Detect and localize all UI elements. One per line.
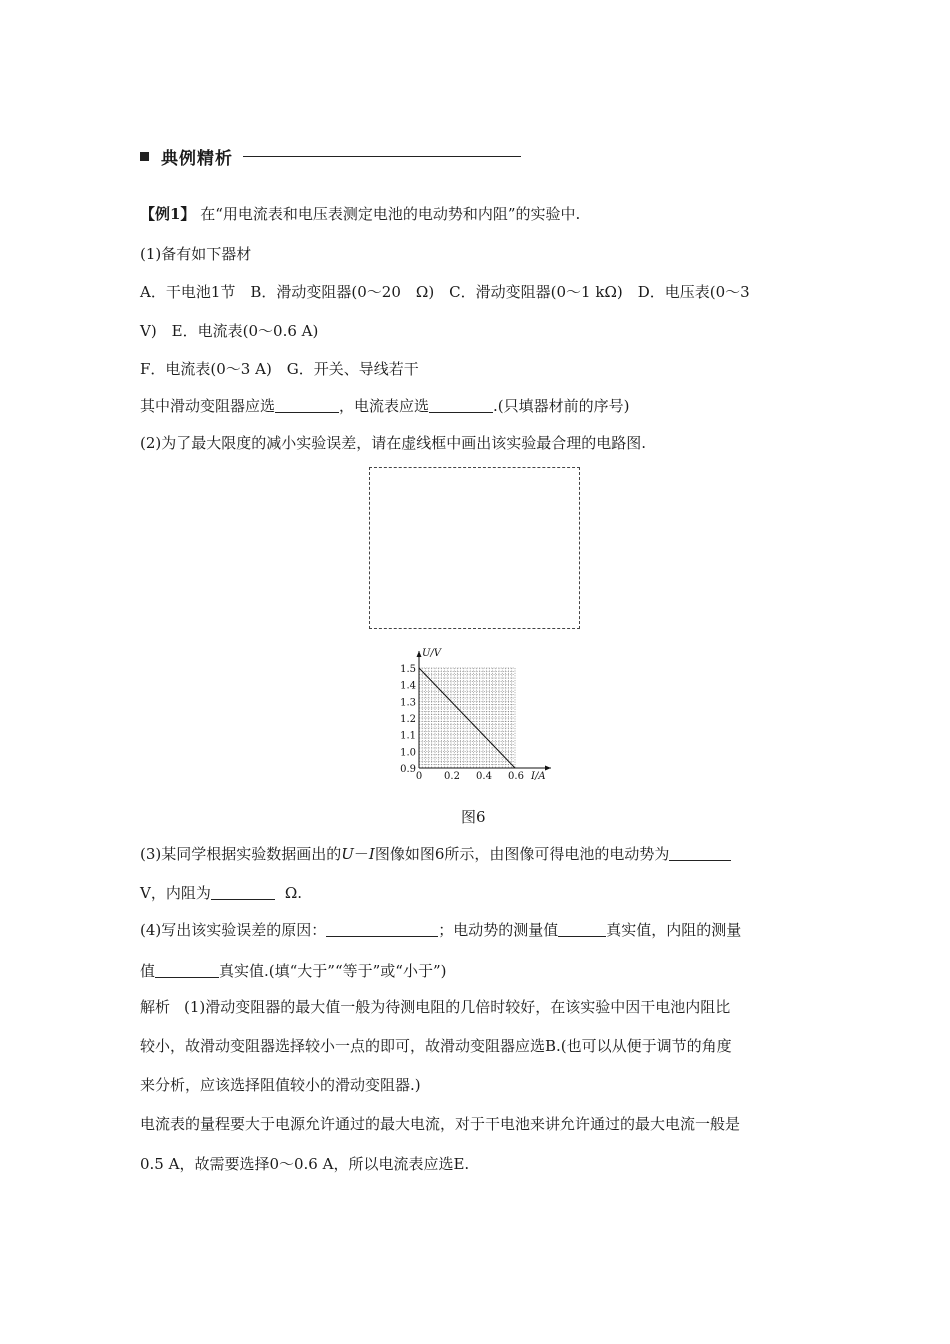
- section-header: [140, 143, 521, 169]
- prompt-text: 图像如图6所示，由图像可得电池的电动势为: [374, 845, 670, 863]
- analysis-line5: 0.5 A，故需要选择0～0.6 A，所以电流表应选E.: [140, 1155, 470, 1173]
- question-3-line1: [140, 843, 731, 865]
- y-tick-label: 1.2: [400, 714, 416, 725]
- prompt-text: .(只填器材前的序号): [493, 397, 630, 415]
- section-title: 典例精析: [161, 148, 233, 169]
- x-tick-label: 0.4: [476, 771, 492, 782]
- prompt-text: (4)写出该实验误差的原因：: [140, 921, 327, 939]
- answer-blank[interactable]: [429, 396, 493, 413]
- x-tick-label: 0.2: [444, 771, 460, 782]
- answer-blank[interactable]: [558, 920, 606, 937]
- y-axis-arrow: [417, 651, 422, 657]
- analysis-label: 解析: [140, 998, 171, 1016]
- prompt-text: 真实值，内阻的测量: [606, 921, 742, 939]
- analysis-line2: 较小，故滑动变阻器选择较小一点的即可，故滑动变阻器应选B.(也可以从便于调节的角度: [140, 1037, 732, 1055]
- prompt-text: (3)某同学根据实验数据画出的: [140, 845, 342, 863]
- analysis-text: (1)滑动变阻器的最大值一般为待测电阻的几倍时较好，在该实验中因干电池内阻比: [184, 998, 731, 1016]
- u-i-chart: [395, 645, 565, 785]
- square-bullet-icon: [140, 152, 149, 161]
- prompt-text: ；电动势的测量值: [438, 921, 559, 939]
- circuit-drawing-box[interactable]: [369, 467, 580, 629]
- question-1-prompt: [140, 395, 630, 417]
- prompt-text: 值: [140, 962, 156, 980]
- prompt-text: 真实值.(填“大于”“等于”或“小于”): [219, 962, 447, 980]
- answer-blank[interactable]: [211, 883, 275, 900]
- answer-blank[interactable]: [326, 920, 438, 937]
- y-tick-label: 1.0: [400, 747, 416, 759]
- figure-caption: 图6: [461, 808, 486, 826]
- prompt-text: Ω.: [284, 884, 303, 902]
- question-2: (2)为了最大限度的减小实验误差，请在虚线框中画出该实验最合理的电路图.: [140, 434, 647, 452]
- analysis-line1: [140, 996, 730, 1018]
- question-3-line2: [140, 882, 302, 904]
- y-tick-label: 1.1: [400, 730, 416, 742]
- x-tick-label: 0: [415, 771, 423, 782]
- example-stem: 在“用电流表和电压表测定电池的电动势和内阻”的实验中.: [200, 205, 581, 223]
- y-tick-label: 0.9: [400, 764, 416, 775]
- y-tick-label: 1.3: [400, 697, 416, 709]
- answer-blank[interactable]: [669, 844, 731, 861]
- variable-i: I: [368, 845, 375, 863]
- prompt-text: V，内阻为: [140, 884, 211, 902]
- analysis-line3: 来分析，应该选择阻值较小的滑动变阻器.): [140, 1076, 421, 1094]
- answer-blank[interactable]: [275, 396, 339, 413]
- example-stem-line: [140, 203, 580, 225]
- section-rule: [243, 156, 521, 157]
- dash-text: －: [353, 845, 369, 863]
- y-axis-label: U/V: [422, 648, 442, 659]
- analysis-line4: 电流表的量程要大于电源允许通过的最大电流，对于干电池来讲允许通过的最大电流一般是: [140, 1115, 741, 1133]
- question-1-items-line3: F．电流表(0～3 A) G．开关、导线若干: [140, 360, 419, 378]
- question-4-line2: [140, 960, 447, 982]
- y-tick-label: 1.5: [400, 664, 416, 675]
- prompt-text: 其中滑动变阻器应选: [140, 397, 276, 415]
- x-axis-arrow: [545, 766, 551, 771]
- variable-u: U: [341, 845, 354, 863]
- answer-blank[interactable]: [155, 961, 219, 978]
- question-1-items-line1: A．干电池1节 B．滑动变阻器(0～20 Ω) C．滑动变阻器(0～1 kΩ) D．电压表(0～3: [140, 283, 750, 301]
- x-tick-label: 0.6: [508, 771, 524, 782]
- y-tick-label: 1.4: [400, 680, 416, 692]
- prompt-text: ，电流表应选: [339, 397, 430, 415]
- question-1-items-line2: V) E．电流表(0～0.6 A): [140, 322, 319, 340]
- question-4-line1: [140, 919, 741, 941]
- x-axis-label: I/A: [531, 771, 546, 782]
- example-tag: 【例1】: [140, 205, 196, 223]
- question-1-title: (1)备有如下器材: [140, 245, 252, 263]
